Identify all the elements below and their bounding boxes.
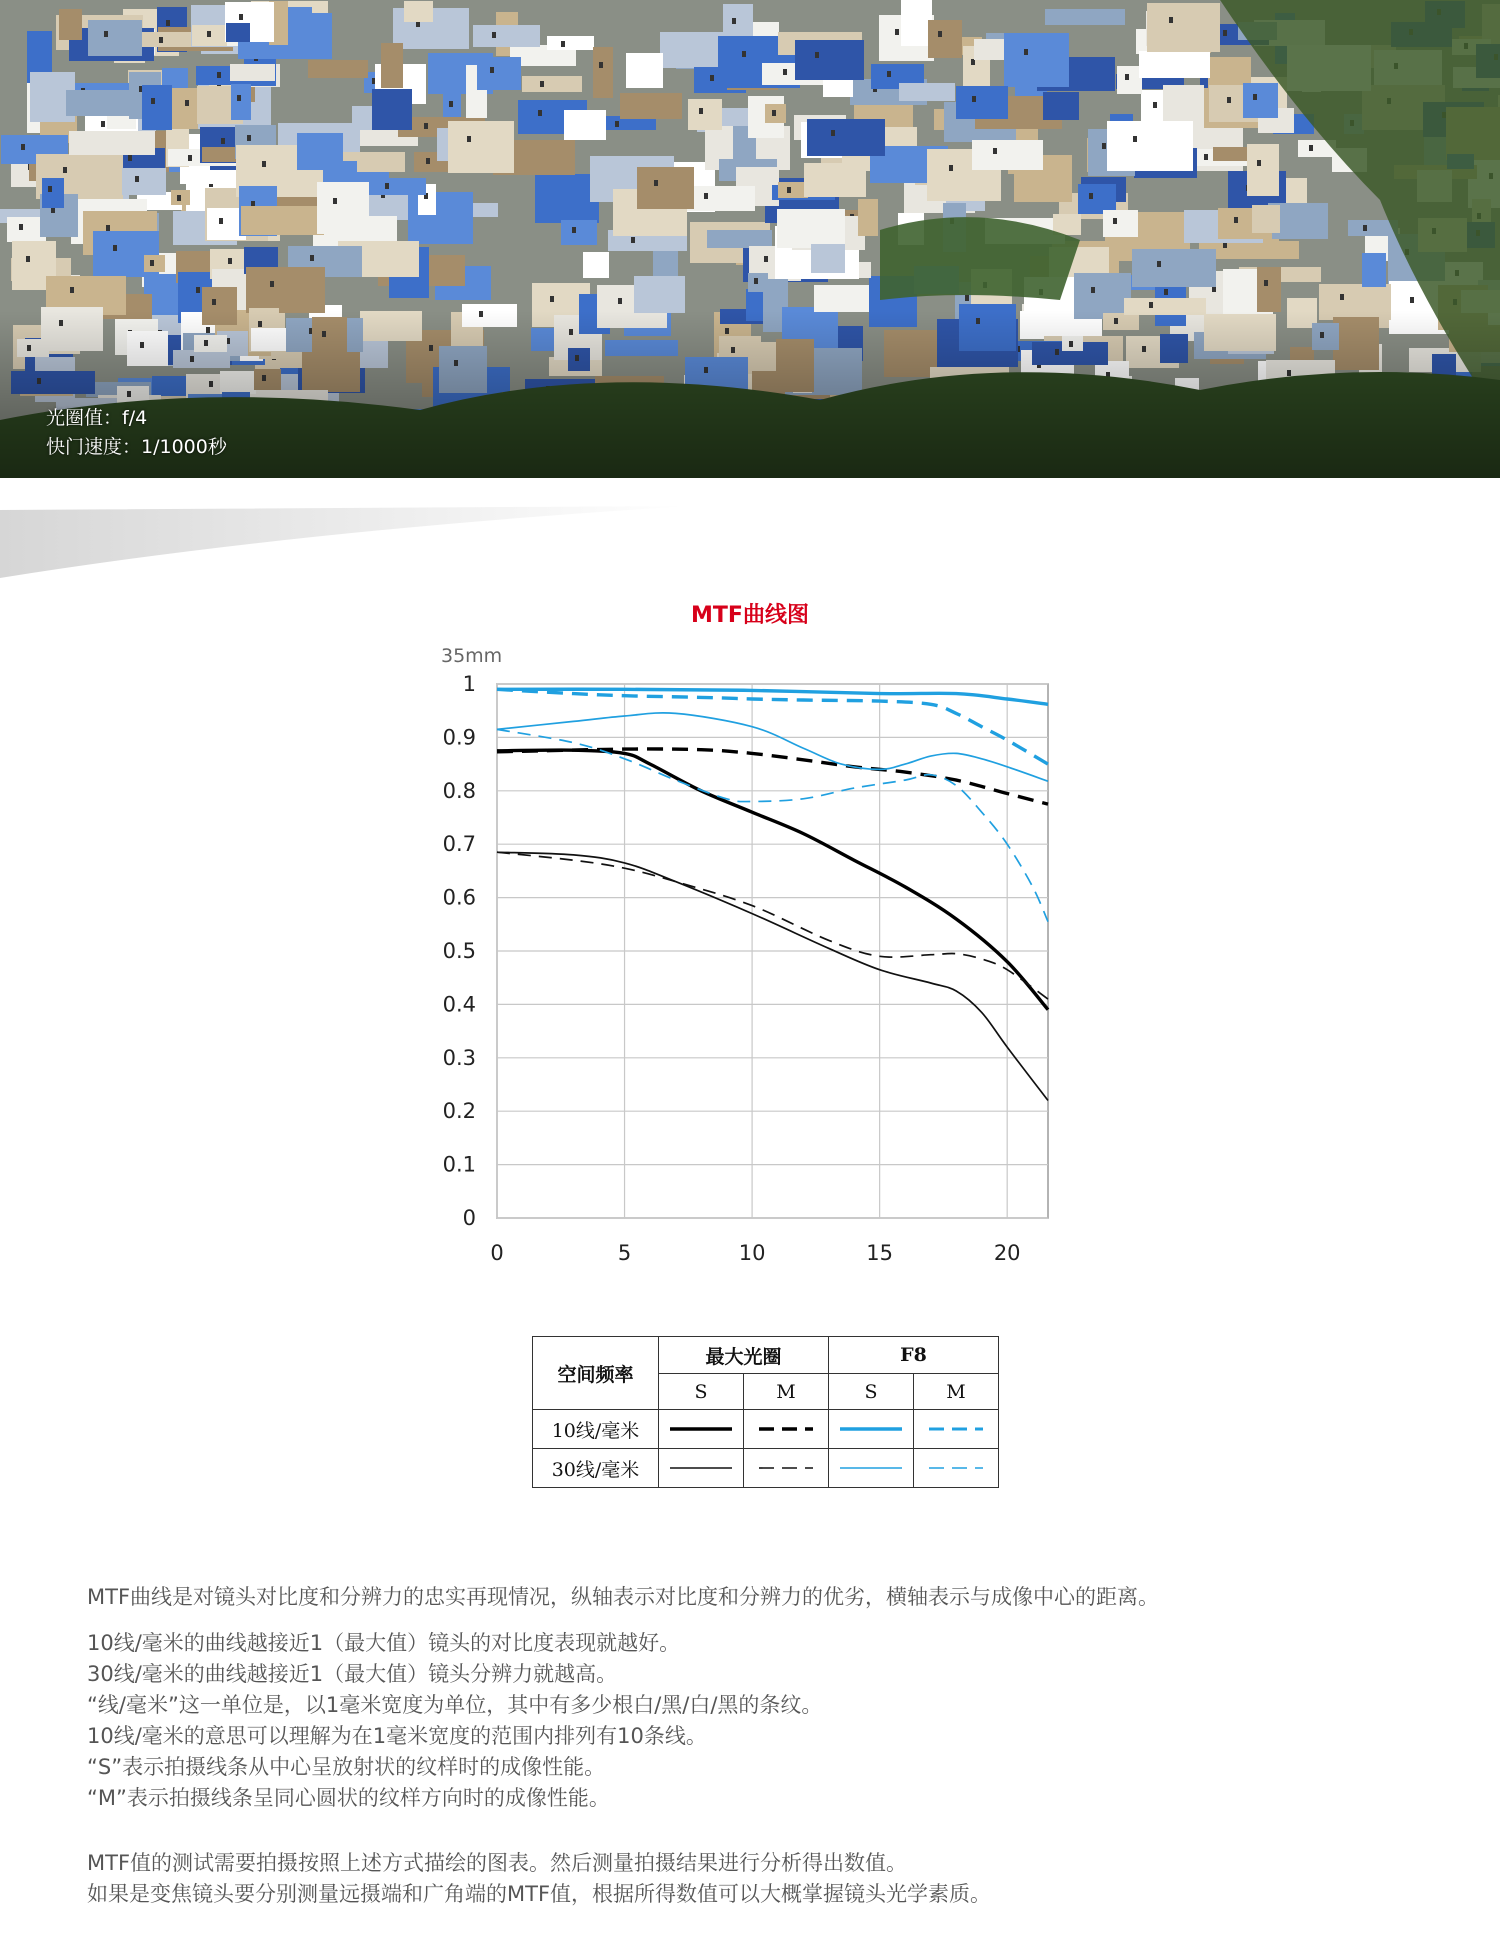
chart-series	[497, 689, 1048, 1100]
caption-shutter: 快门速度：1/1000秒	[46, 436, 227, 458]
y-tick-label: 0.1	[442, 1152, 476, 1177]
y-tick-label: 0.3	[442, 1045, 476, 1070]
description-line: “S”表示拍摄线条从中心呈放射状的纹样时的成像性能。	[87, 1755, 606, 1779]
x-tick-label: 15	[866, 1241, 894, 1265]
legend-group-max-aperture: 最大光圈	[659, 1337, 829, 1374]
description-line: MTF曲线是对镜头对比度和分辨力的忠实再现情况，纵轴表示对比度和分辨力的优劣，横轴表示与成像中心的距离。	[87, 1585, 1160, 1609]
legend-swatch	[914, 1449, 999, 1488]
description-line: “M”表示拍摄线条呈同心圆状的纹样方向时的成像性能。	[87, 1786, 610, 1810]
legend-row-label: 10线/毫米	[533, 1410, 659, 1449]
caption-aperture: 光圈值：f/4	[46, 407, 148, 429]
series-line	[497, 852, 1048, 1100]
x-axis-ticks	[490, 1241, 1020, 1265]
series-line	[497, 689, 1048, 704]
legend-corner: 空间频率	[533, 1337, 659, 1410]
series-line	[497, 750, 1048, 1010]
description-details	[87, 1628, 1467, 1814]
legend-subcol: S	[659, 1374, 744, 1410]
description-line: 10线/毫米的曲线越接近1（最大值）镜头的对比度表现就越好。	[87, 1631, 681, 1655]
legend-swatch	[744, 1410, 829, 1449]
description-line: MTF值的测试需要拍摄按照上述方式描绘的图表。然后测量拍摄结果进行分析得出数值。	[87, 1851, 908, 1875]
series-line	[497, 729, 1048, 921]
legend-swatch	[744, 1449, 829, 1488]
legend-swatch	[829, 1410, 914, 1449]
series-line	[497, 689, 1048, 764]
y-tick-label: 0.5	[442, 939, 476, 963]
chart-title: MTF曲线图	[691, 603, 809, 628]
description-line: 10线/毫米的意思可以理解为在1毫米宽度的范围内排列有10条线。	[87, 1724, 707, 1748]
description-line: 如果是变焦镜头要分别测量远摄端和广角端的MTF值，根据所得数值可以大概掌握镜头光学素质。	[87, 1882, 992, 1906]
legend-group-f8: F8	[829, 1337, 999, 1374]
y-tick-label: 0.8	[442, 778, 476, 803]
y-tick-label: 0.9	[442, 725, 476, 750]
y-tick-label: 0.4	[442, 992, 476, 1017]
x-tick-label: 10	[738, 1241, 766, 1265]
legend-swatch	[829, 1449, 914, 1488]
legend-swatch	[659, 1410, 744, 1449]
description-line: 30线/毫米的曲线越接近1（最大值）镜头分辨力就越高。	[87, 1662, 618, 1686]
y-tick-label: 0.7	[442, 832, 476, 857]
chart-grid	[497, 684, 1048, 1218]
legend-subcol: S	[829, 1374, 914, 1410]
description-line: “线/毫米”这一单位是，以1毫米宽度为单位，其中有多少根白/黑/白/黑的条纹。	[87, 1693, 823, 1717]
legend-subcol: M	[914, 1374, 999, 1410]
chart-subtitle: 35mm	[441, 645, 503, 667]
legend-swatch	[914, 1410, 999, 1449]
x-tick-label: 0	[490, 1241, 504, 1265]
series-line	[497, 749, 1048, 804]
legend-subcol: M	[744, 1374, 829, 1410]
y-tick-label: 0.6	[442, 885, 476, 910]
y-tick-label: 0.2	[442, 1099, 476, 1124]
x-tick-label: 20	[993, 1241, 1021, 1265]
legend-table	[532, 1336, 999, 1488]
description-intro	[87, 1582, 1467, 1613]
legend-swatch	[659, 1449, 744, 1488]
y-tick-label: 1	[462, 672, 476, 696]
series-line	[497, 713, 1048, 781]
description-testing	[87, 1848, 1467, 1910]
y-axis-ticks	[443, 672, 476, 1230]
y-tick-label: 0	[462, 1206, 476, 1230]
x-tick-label: 5	[617, 1241, 632, 1265]
legend-row-label: 30线/毫米	[533, 1449, 659, 1488]
